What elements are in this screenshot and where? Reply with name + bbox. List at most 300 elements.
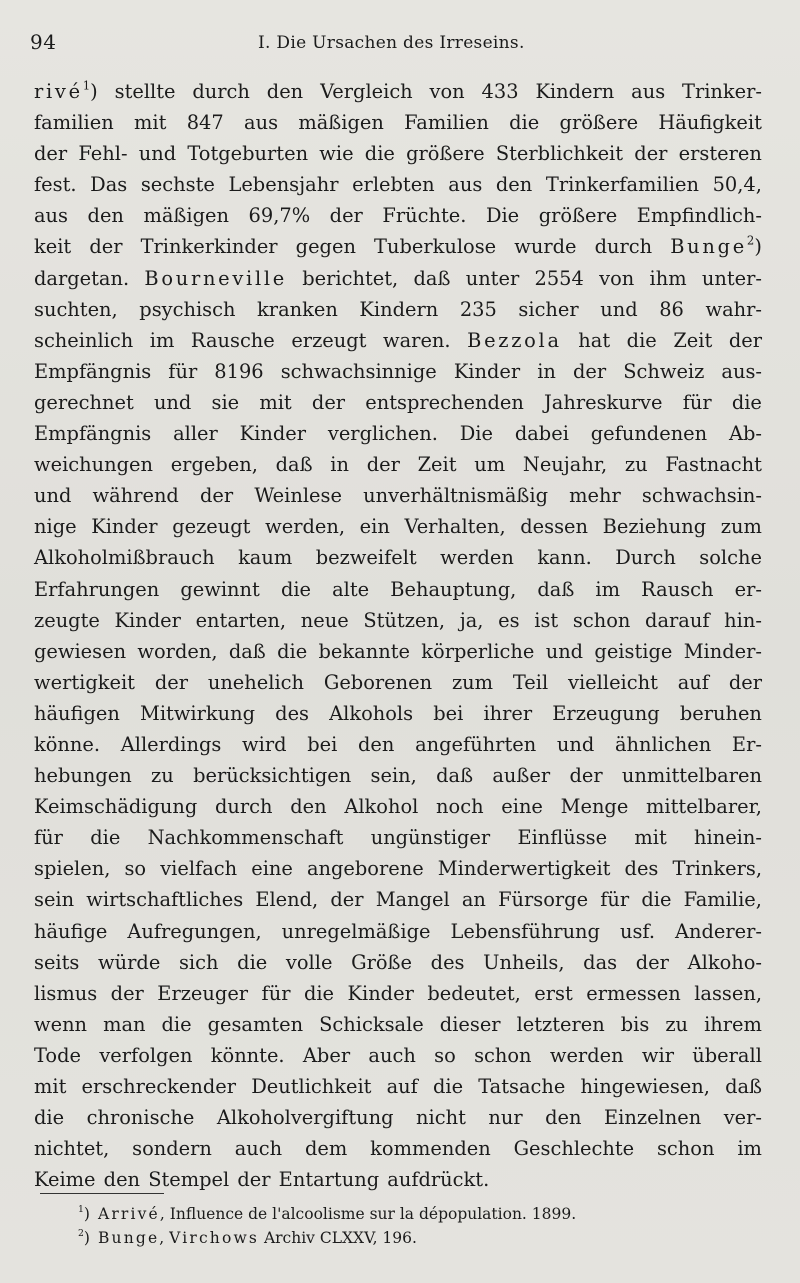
text-run: sondern — [132, 1137, 212, 1161]
word — [578, 325, 610, 356]
text-run: schon — [474, 1043, 532, 1067]
word — [251, 853, 293, 884]
text-run: der — [635, 950, 669, 974]
word — [374, 231, 496, 262]
text-run: werden — [440, 546, 514, 570]
text-run: hingewiesen, — [580, 1075, 710, 1098]
word — [86, 884, 243, 915]
word — [249, 200, 311, 231]
word — [586, 978, 680, 1009]
word — [242, 729, 286, 760]
word — [725, 1071, 762, 1102]
text-run: und — [600, 297, 638, 321]
word — [641, 884, 671, 915]
text-run: Zeit — [673, 328, 713, 352]
text-run: der — [154, 670, 188, 694]
word — [265, 511, 345, 542]
footnote-ref: 2 — [746, 233, 755, 248]
text-run: unverhältnismäßig — [363, 484, 548, 508]
text-run: ungünstiger — [370, 826, 491, 850]
word — [328, 418, 438, 449]
text-run: waren. — [383, 328, 451, 352]
word — [376, 884, 450, 915]
spaced-name: Arrivé — [97, 1205, 160, 1223]
text-run: Die — [485, 204, 520, 228]
word — [214, 356, 263, 387]
word — [623, 356, 704, 387]
text-run: wird — [242, 732, 287, 756]
word — [568, 667, 658, 698]
word — [157, 978, 248, 1009]
word — [641, 574, 713, 605]
word — [88, 200, 124, 231]
text-run: die — [731, 390, 762, 414]
word — [620, 916, 655, 947]
text-run: noch — [436, 795, 484, 819]
word — [546, 636, 583, 667]
text-run: mäßigen — [143, 204, 229, 228]
text-line — [34, 387, 762, 418]
word — [348, 978, 414, 1009]
text-run: den — [266, 80, 304, 103]
word — [179, 947, 219, 978]
text-run: ) — [90, 80, 98, 103]
text-run: hinein- — [694, 826, 762, 850]
word — [330, 449, 349, 480]
word — [600, 294, 637, 325]
text-run: Entartung — [278, 1168, 380, 1192]
text-run: der — [634, 142, 668, 166]
word — [534, 605, 558, 636]
text-run: schwachsinnige — [280, 359, 437, 383]
word — [324, 667, 432, 698]
word — [305, 1133, 347, 1164]
text-run: der — [237, 1168, 271, 1192]
text-run: Teil — [512, 670, 549, 694]
word — [387, 1164, 489, 1195]
text-run: usf. — [619, 919, 656, 943]
text-run: im — [149, 328, 175, 352]
text-line — [34, 200, 762, 231]
text-run: weichungen — [34, 453, 153, 477]
footnote — [78, 1202, 758, 1226]
word — [78, 138, 127, 169]
text-run: Alkohols — [329, 701, 414, 725]
word — [672, 853, 762, 884]
text-run: darauf — [645, 608, 710, 632]
text-run: angeführten — [415, 732, 537, 756]
text-run: 2554 — [534, 266, 584, 290]
text-line — [34, 978, 762, 1009]
word — [34, 511, 77, 542]
text-run: mit — [134, 111, 167, 135]
word — [34, 449, 153, 480]
running-title: I. Die Ursachen des Irreseins. — [258, 33, 525, 53]
text-run: stellte — [114, 80, 176, 103]
text-run: die — [509, 111, 540, 135]
text-run: ) — [754, 235, 762, 259]
word — [34, 916, 107, 947]
word — [483, 698, 532, 729]
text-run: bezweifelt — [315, 546, 417, 570]
text-run: Rausch — [641, 577, 714, 601]
text-run: auch — [368, 1043, 416, 1067]
word — [34, 294, 118, 325]
footnote — [78, 1226, 758, 1250]
text-run: könne. — [34, 732, 101, 756]
word — [172, 511, 250, 542]
text-run: erzeugt — [291, 328, 367, 352]
word — [91, 511, 157, 542]
word — [141, 169, 215, 200]
word — [200, 480, 233, 511]
text-run: für — [682, 390, 712, 414]
word — [148, 1164, 229, 1195]
word — [34, 356, 151, 387]
text-run: Fürsorge — [498, 888, 589, 912]
word — [390, 574, 516, 605]
text-run: nur — [488, 1106, 523, 1130]
text-run: Kinder — [347, 981, 414, 1005]
word — [363, 605, 445, 636]
word — [141, 231, 278, 262]
word — [319, 636, 410, 667]
text-run: schwachsin- — [641, 484, 762, 508]
text-run: werden — [549, 1043, 624, 1067]
word — [557, 729, 594, 760]
word — [569, 760, 602, 791]
text-run: Fehl- — [78, 142, 128, 166]
text-run: ja, — [459, 608, 484, 632]
text-run: Menge — [560, 795, 629, 819]
word — [599, 263, 634, 294]
text-run: Aufregungen, — [127, 919, 262, 943]
word — [682, 76, 762, 107]
word — [684, 884, 762, 915]
text-run: gezeugt — [172, 515, 251, 539]
word — [569, 480, 621, 511]
word — [307, 853, 424, 884]
text-run: häufigen — [34, 701, 120, 725]
text-run: Deutlichkeit — [251, 1075, 372, 1098]
text-run: alte — [332, 577, 370, 601]
text-run: verfolgen — [99, 1043, 193, 1067]
word — [729, 418, 762, 449]
text-run: und — [153, 390, 192, 414]
word — [517, 822, 607, 853]
word — [440, 542, 514, 573]
text-run: 69,7% — [248, 204, 311, 228]
word — [631, 76, 665, 107]
text-run: die — [626, 328, 657, 352]
word — [370, 1133, 491, 1164]
text-run: gewiesen — [34, 639, 127, 663]
word — [513, 667, 548, 698]
word — [259, 387, 291, 418]
word — [150, 325, 175, 356]
text-run: chronische — [86, 1106, 195, 1130]
text-run: den — [290, 795, 327, 819]
word — [34, 1040, 81, 1071]
word — [627, 325, 657, 356]
word — [115, 76, 176, 107]
text-run: von — [599, 266, 635, 290]
word — [298, 107, 383, 138]
text-run: in — [537, 359, 556, 383]
text-run: für — [600, 888, 630, 912]
word — [721, 356, 762, 387]
word — [34, 1009, 87, 1040]
word — [539, 200, 618, 231]
text-run: mit — [34, 1075, 67, 1098]
text-run: solche — [699, 546, 762, 570]
text-run: der — [34, 142, 68, 166]
text-run: Sterblichkeit — [495, 142, 624, 166]
word — [436, 791, 484, 822]
word — [699, 542, 762, 573]
text-run: bei — [307, 732, 338, 756]
text-run: dessen — [520, 515, 589, 539]
text-run: neue — [300, 608, 349, 632]
word — [537, 542, 591, 573]
text-run: vielfach — [160, 857, 238, 881]
text-run: größere — [406, 142, 485, 166]
word — [303, 1040, 350, 1071]
word — [573, 356, 606, 387]
word — [360, 511, 390, 542]
text-run: sechste — [140, 173, 215, 197]
word — [290, 791, 326, 822]
spaced-name: Bunge — [670, 235, 747, 259]
text-line — [34, 822, 762, 853]
text-run: des — [624, 857, 659, 881]
text-run: wertigkeit — [34, 670, 135, 694]
text-run: der — [200, 484, 234, 508]
word — [448, 169, 482, 200]
text-run: Verhalten, — [404, 515, 506, 539]
text-run: zu — [624, 453, 648, 477]
text-run: lassen, — [694, 981, 762, 1005]
text-run: der — [329, 204, 363, 228]
word — [307, 729, 337, 760]
text-run: während — [92, 484, 179, 508]
word — [534, 978, 573, 1009]
text-run: den — [358, 732, 395, 756]
word — [670, 231, 762, 262]
word — [560, 107, 639, 138]
text-run: erlebten — [352, 173, 435, 197]
text-run: unter- — [701, 266, 762, 290]
text-run: er- — [734, 577, 762, 601]
text-run: Trinkerfamilien — [545, 173, 699, 197]
word — [254, 480, 342, 511]
word — [144, 263, 287, 294]
text-run: wenn — [34, 1012, 88, 1036]
text-run: hat — [578, 328, 611, 352]
text-line — [34, 1164, 762, 1195]
word — [267, 76, 303, 107]
word — [193, 760, 351, 791]
text-run: die — [90, 826, 121, 850]
word — [650, 263, 687, 294]
word — [34, 978, 97, 1009]
word — [680, 698, 762, 729]
word — [34, 480, 71, 511]
footnotes — [78, 1202, 758, 1250]
text-run: der — [569, 764, 603, 788]
text-run: durch — [215, 795, 273, 819]
text-run: Familien — [404, 111, 489, 135]
text-run: erschreckender — [81, 1075, 237, 1098]
word — [34, 169, 77, 200]
word — [483, 947, 564, 978]
text-line — [34, 169, 762, 200]
text-run: Ab- — [729, 422, 762, 446]
text-run: der — [110, 981, 144, 1005]
text-line — [34, 853, 762, 884]
text-run: den — [87, 204, 124, 228]
word — [450, 916, 600, 947]
text-run: kann. — [537, 546, 592, 570]
footnote-text: , — [159, 1229, 170, 1247]
word — [550, 1040, 624, 1071]
word — [93, 480, 179, 511]
word — [140, 698, 255, 729]
word — [600, 884, 629, 915]
word — [34, 698, 120, 729]
word — [615, 542, 676, 573]
word — [212, 387, 240, 418]
word — [688, 947, 762, 978]
word — [302, 263, 398, 294]
text-run: unehelich — [207, 670, 304, 694]
word — [34, 1164, 96, 1195]
word — [87, 1102, 195, 1133]
text-line — [34, 916, 762, 947]
text-run: ein — [359, 515, 390, 539]
text-line — [34, 574, 762, 605]
text-run: und — [545, 639, 584, 663]
word — [482, 76, 519, 107]
word — [90, 822, 120, 853]
word — [238, 542, 292, 573]
spaced-name: Bourneville — [144, 266, 287, 290]
text-run: von — [429, 80, 465, 103]
word — [103, 1009, 145, 1040]
text-run: Alkoho- — [687, 950, 762, 974]
text-run: gefundenen — [590, 422, 708, 446]
text-run: der — [330, 888, 364, 912]
word — [240, 418, 306, 449]
text-run: Vergleich — [320, 80, 413, 103]
word — [155, 667, 188, 698]
word — [34, 729, 100, 760]
word — [371, 822, 490, 853]
text-run: familien — [34, 111, 114, 135]
text-run: bis — [620, 1012, 650, 1036]
text-run: 86 — [659, 297, 684, 321]
word — [34, 542, 215, 573]
text-run: ihrem — [704, 1012, 762, 1036]
word — [595, 231, 653, 262]
text-run: nicht — [416, 1106, 466, 1130]
text-run: des — [430, 950, 465, 974]
word — [452, 667, 493, 698]
text-line — [34, 542, 762, 573]
text-run: sich — [178, 950, 219, 974]
word — [208, 667, 304, 698]
text-run: Jahreskurve — [544, 390, 663, 414]
word — [89, 231, 122, 262]
word — [255, 884, 318, 915]
text-run: aufdrückt. — [387, 1168, 490, 1192]
text-run: Tuberkulose — [374, 235, 497, 259]
text-run: zu — [665, 1012, 689, 1036]
text-run: für — [168, 359, 198, 383]
text-line — [34, 698, 762, 729]
word — [34, 200, 68, 231]
word — [460, 294, 497, 325]
word — [634, 138, 667, 169]
word — [460, 605, 484, 636]
word — [134, 107, 166, 138]
text-run: Alkoholvergiftung — [216, 1106, 394, 1130]
word — [498, 605, 519, 636]
word — [99, 1040, 192, 1071]
text-run: Trinkerkinder — [140, 235, 278, 259]
word — [492, 760, 550, 791]
text-run: unmittelbaren — [621, 764, 762, 788]
word — [257, 294, 338, 325]
text-run: durch — [594, 235, 653, 259]
footnote-text: Archiv CLXXV, 196. — [259, 1229, 417, 1247]
word — [208, 1009, 304, 1040]
text-run: Tode — [34, 1043, 81, 1067]
text-run: Stempel — [148, 1168, 230, 1192]
text-run: Minderwertigkeit — [437, 857, 611, 881]
word — [121, 729, 222, 760]
text-line — [34, 325, 762, 356]
word — [509, 107, 539, 138]
word — [192, 76, 250, 107]
word — [460, 418, 493, 449]
text-run: Fastnacht — [665, 453, 762, 477]
text-run: den — [495, 173, 533, 197]
word — [544, 387, 662, 418]
text-run: Kinder — [239, 422, 307, 446]
word — [34, 418, 151, 449]
text-run: mit — [634, 826, 667, 850]
text-run: fest. — [34, 173, 77, 197]
word — [552, 698, 659, 729]
text-run: Kindern — [535, 80, 615, 103]
text-line — [34, 1040, 762, 1071]
text-run: wirtschaftliches — [86, 888, 244, 912]
footnote-ref: 1 — [82, 78, 91, 93]
text-run: die — [280, 577, 312, 601]
text-run: die — [641, 888, 672, 912]
word — [237, 947, 267, 978]
text-run: 8196 — [214, 359, 264, 383]
text-run: Keimschädigung — [34, 795, 198, 819]
text-run: Das — [90, 173, 128, 197]
word — [421, 636, 534, 667]
word — [724, 605, 762, 636]
text-line — [34, 138, 762, 169]
word — [474, 449, 505, 480]
word — [262, 978, 291, 1009]
footnote-mark: $^1$) — [78, 1204, 90, 1223]
